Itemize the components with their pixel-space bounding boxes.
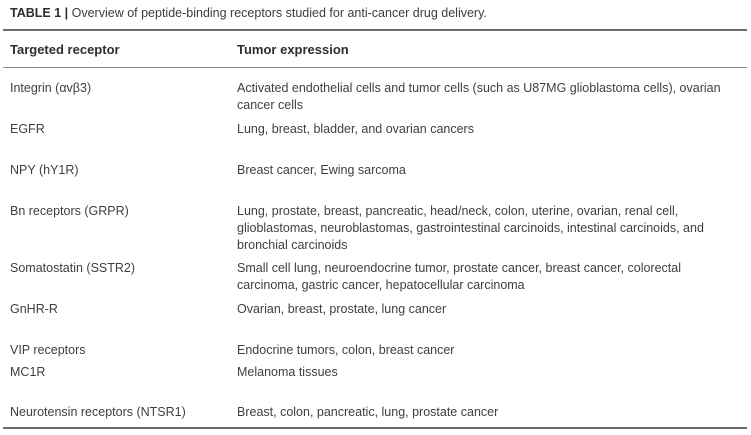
receptor-cell: MC1R: [10, 365, 46, 379]
expression-cell: Ovarian, breast, prostate, lung cancer: [237, 302, 447, 316]
column-header-tumor-expression: Tumor expression: [237, 42, 349, 57]
expression-cell: Small cell lung, neuroendocrine tumor, prostate cancer, breast cancer, colorectal carcinoma, gastric cancer, hepatocellular carcinoma: [237, 261, 681, 292]
receptor-cell: VIP receptors: [10, 343, 86, 357]
receptor-cell: Somatostatin (SSTR2): [10, 261, 136, 275]
receptor-cell: NPY (hY1R): [10, 163, 79, 177]
table-caption-text: Overview of peptide-binding receptors studied for anti-cancer drug delivery.: [71, 6, 487, 20]
expression-cell: Endocrine tumors, colon, breast cancer: [237, 343, 455, 357]
receptor-cell: Bn receptors (GRPR): [10, 204, 129, 218]
receptor-cell: Neurotensin receptors (NTSR1): [10, 405, 186, 419]
expression-cell: Lung, breast, bladder, and ovarian cancers: [237, 122, 474, 136]
expression-cell: Melanoma tissues: [237, 365, 338, 379]
table-header-rule: [3, 67, 747, 68]
column-header-targeted-receptor: Targeted receptor: [10, 42, 120, 57]
table-top-rule: [3, 29, 747, 31]
table-bottom-rule: [3, 427, 747, 429]
expression-cell: Activated endothelial cells and tumor cells (such as U87MG glioblastoma cells), ovarian cancer cells: [237, 81, 721, 112]
expression-cell: Breast cancer, Ewing sarcoma: [237, 163, 406, 177]
table-caption-label: TABLE 1 |: [10, 6, 69, 20]
expression-cell: Breast, colon, pancreatic, lung, prostate cancer: [237, 405, 499, 419]
receptor-cell: EGFR: [10, 122, 45, 136]
receptor-cell: Integrin (αvβ3): [10, 81, 92, 95]
receptor-cell: GnHR-R: [10, 302, 58, 316]
table-caption: [10, 6, 487, 20]
expression-cell: Lung, prostate, breast, pancreatic, head/neck, colon, uterine, ovarian, renal cell, glioblastomas, neuroblastomas, gastrointestinal carcinoids, intestinal carcinoids, and bronchial carcinoids: [237, 204, 704, 252]
